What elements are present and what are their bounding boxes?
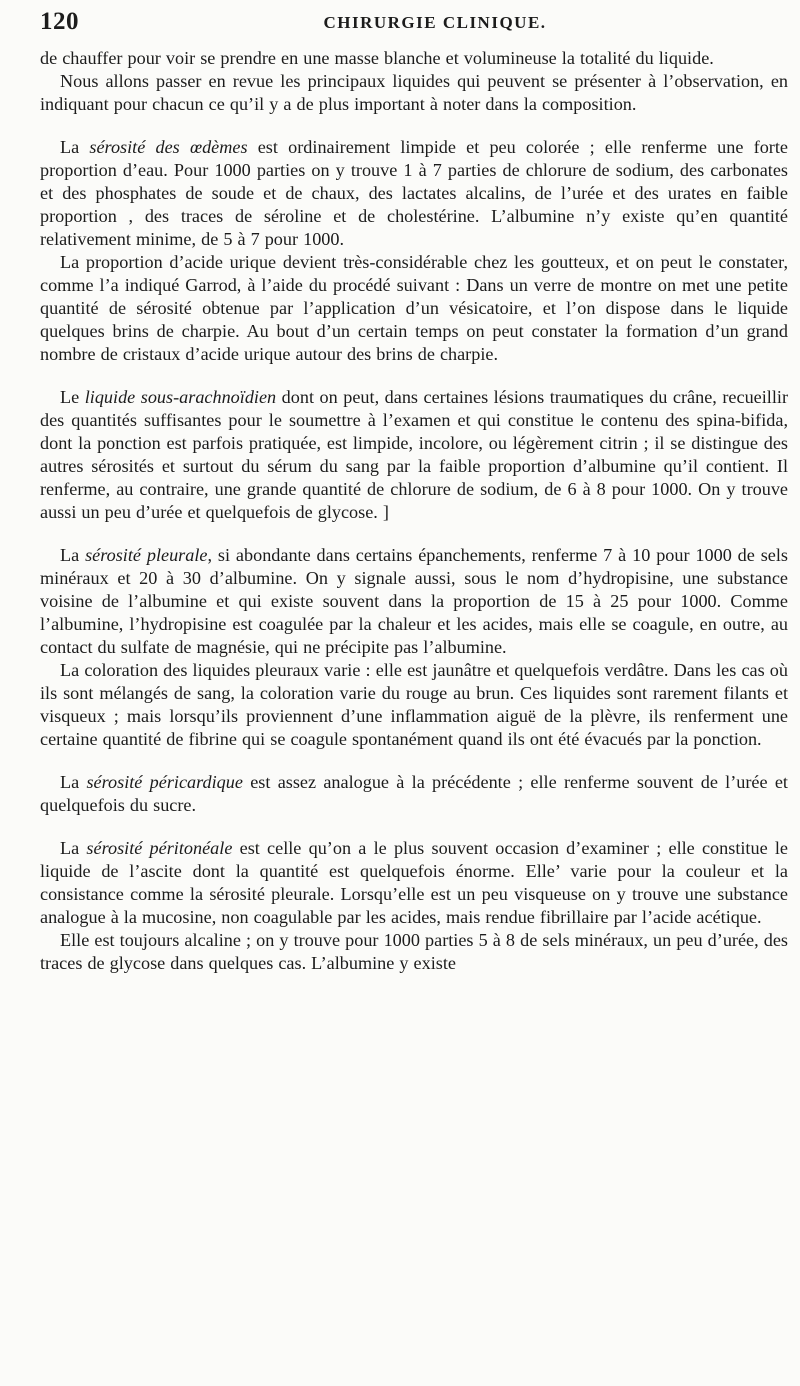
page-header	[40, 8, 760, 38]
paragraph: Elle est toujours alcaline ; on y trouve pour 1000 parties 5 à 8 de sels minéraux, un peu d’urée, des traces de glycose dans quelques cas. L’albumine y existe	[40, 930, 788, 973]
lead-term: liquide sous-arachnoïdien	[84, 387, 277, 407]
paragraph: La proportion d’acide urique devient très-considérable chez les goutteux, et on peut le constater, comme l’a indiqué Garrod, à l’aide du procédé suivant : Dans un verre de montre on met une petite quantité de sérosité obtenue par l’application d’un vésicatoire, et l’on dispose dans le liquide quelques brins de charpie. Au bout d’un certain temps on peut constater la formation d’un grand nombre de cristaux d’acide urique autour des brins de charpie.	[40, 252, 788, 364]
paragraph: Nous allons passer en revue les principaux liquides qui peuvent se présenter à l’observation, en indiquant pour chacun ce qu’il y a de plus important à noter dans la composition.	[40, 71, 788, 114]
paragraph: La sérosité pleurale, si abondante dans certains épanchements, renferme 7 à 10 pour 1000 de sels minéraux et 20 à 30 d’albumine. On y signale aussi, sous le nom d’hydropisine, une substance voisine de l’albumine et qui existe souvent dans la proportion de 15 à 25 pour 1000. Comme l’albumine, l’hydropisine est coagulée par la chaleur et les acides, mais elle se coagule, en outre, au contact du sulfate de magnésie, qui ne précipite pas l’albumine.	[40, 545, 789, 657]
paragraph: de chauffer pour voir se prendre en une masse blanche et volumineuse la totalité du liquide.	[40, 48, 714, 68]
lead-term: sérosité péritonéale	[86, 838, 233, 858]
page-number: 120	[40, 8, 79, 35]
paragraph: La sérosité péricardique est assez analogue à la précédente ; elle renferme souvent de l’urée et quelquefois du sucre.	[40, 772, 788, 815]
paragraph: La coloration des liquides pleuraux varie : elle est jaunâtre et quelquefois verdâtre. Dans les cas où ils sont mélangés de sang, la coloration varie du rouge au brun. Ces liquides sont rarement filants et visqueux ; mais lorsqu’ils proviennent d’une inflammation aiguë de la plèvre, ils renferment une certaine quantité de fibrine qui se coagule spontanément quand ils ont été évacués par la ponction.	[40, 660, 788, 749]
running-head: CHIRURGIE CLINIQUE.	[323, 13, 547, 32]
body-text	[40, 47, 788, 975]
paragraph: Le liquide sous-arachnoïdien dont on peut, dans certaines lésions traumatiques du crâne, recueillir des quantités suffisantes pour le soumettre à l’examen et qui constitue le contenu des spina-bifida, dont la ponction est parfois pratiquée, est limpide, incolore, ou légèrement citrin ; il se distingue des autres sérosités et surtout du sérum du sang par la faible proportion d’albumine qu’il contient. Il renferme, au contraire, une grande quantité de chlorure de sodium, de 6 à 8 pour 1000. On y trouve aussi un peu d’urée et quelquefois de glycose. ]	[40, 387, 788, 522]
paragraph: La sérosité des œdèmes est ordinairement limpide et peu colorée ; elle renferme une forte proportion d’eau. Pour 1000 parties on y trouve 1 à 7 parties de chlorure de sodium, des carbonates et des phosphates de soude et de chaux, des lactates alcalins, de l’urée et des urates en faible proportion , des traces de séroline et de cholestérine. L’albumine n’y existe qu’en quantité relativement minime, de 5 à 7 pour 1000.	[40, 137, 788, 249]
lead-term: sérosité pleurale	[85, 545, 208, 565]
lead-term: sérosité péricardique	[86, 772, 243, 792]
paragraph: La sérosité péritonéale est celle qu’on a le plus souvent occasion d’examiner ; elle constitue le liquide de l’ascite dont la quantité est quelquefois énorme. Elle’ varie pour la couleur et la consistance comme la sérosité pleurale. Lorsqu’elle est un peu visqueuse on y trouve une substance analogue à la mucosine, non coagulable par les acides, mais rendue fibrillaire par l’acide acétique.	[40, 838, 788, 927]
lead-term: sérosité des œdèmes	[89, 137, 248, 157]
